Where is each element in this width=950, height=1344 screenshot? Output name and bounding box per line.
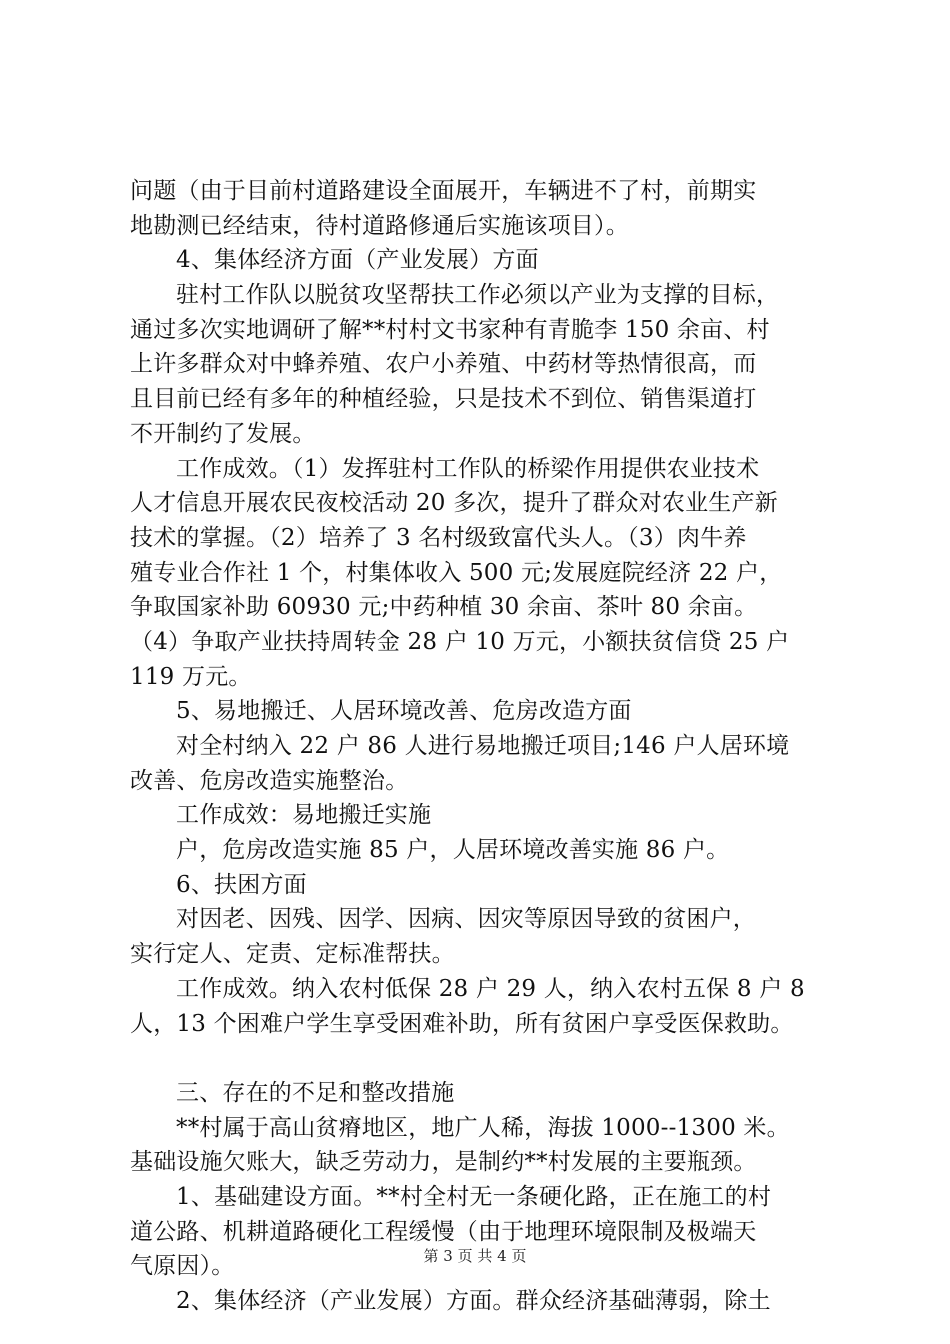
text-line: 实行定人、定责、定标准帮扶。 xyxy=(130,941,455,968)
text-line: 工作成效：易地搬迁实施 xyxy=(176,802,432,829)
text-line: 对因老、因残、因学、因病、因灾等原因导致的贫困户， xyxy=(176,906,756,933)
text-line: 殖专业合作社 1 个，村集体收入 500 元;发展庭院经济 22 户， xyxy=(130,559,783,586)
text-line: 气原因）。 xyxy=(130,1253,235,1280)
blank-line xyxy=(130,1041,850,1076)
text-line: 2、集体经济（产业发展）方面。群众经济基础薄弱，除土 xyxy=(176,1288,771,1314)
page-footer: 第 3 页 共 4 页 xyxy=(423,1247,527,1265)
text-line: 问题（由于目前村道路建设全面展开，车辆进不了村，前期实 xyxy=(130,178,757,204)
text-line: 上许多群众对中蜂养殖、农户小养殖、中药材等热情很高，而 xyxy=(130,351,757,378)
text-line: （4）争取产业扶持周转金 28 户 10 万元，小额扶贫信贷 25 户 xyxy=(130,628,790,655)
text-line: 争取国家补助 60930 元;中药种植 30 余亩、茶叶 80 余亩。 xyxy=(130,594,758,621)
text-line: 基础设施欠账大，缺乏劳动力，是制约**村发展的主要瓶颈。 xyxy=(130,1149,757,1176)
text-line: 119 万元。 xyxy=(130,663,252,690)
text-line: 工作成效。（1）发挥驻村工作队的桥梁作用提供农业技术 xyxy=(176,455,760,482)
text-line: 道公路、机耕道路硬化工程缓慢（由于地理环境限制及极端天 xyxy=(130,1218,757,1245)
text-line: 改善、危房改造实施整治。 xyxy=(130,767,409,794)
text-line: 三、存在的不足和整改措施 xyxy=(176,1079,455,1106)
text-line: 1、基础建设方面。**村全村无一条硬化路，正在施工的村 xyxy=(176,1183,772,1210)
text-line: 人才信息开展农民夜校活动 20 多次，提升了群众对农业生产新 xyxy=(130,490,778,517)
text-line: 通过多次实地调研了解**村村文书家种有青脆李 150 余亩、村 xyxy=(130,316,770,343)
body-text xyxy=(130,174,850,1319)
text-line: 工作成效。纳入农村低保 28 户 29 人，纳入农村五保 8 户 8 xyxy=(176,975,805,1002)
text-line: 5、易地搬迁、人居环境改善、危房改造方面 xyxy=(176,698,632,725)
text-line: 驻村工作队以脱贫攻坚帮扶工作必须以产业为支撑的目标， xyxy=(176,282,780,309)
text-line: 且目前已经有多年的种植经验，只是技术不到位、销售渠道打 xyxy=(130,386,757,413)
text-line: **村属于高山贫瘠地区，地广人稀，海拔 1000--1300 米。 xyxy=(176,1114,790,1141)
text-line: 人，13 个困难户学生享受困难补助，所有贫困户享受医保救助。 xyxy=(130,1010,794,1037)
text-line: 不开制约了发展。 xyxy=(130,420,316,447)
text-line: 户，危房改造实施 85 户，人居环境改善实施 86 户。 xyxy=(176,837,730,864)
text-line: 地勘测已经结束，待村道路修通后实施该项目）。 xyxy=(130,212,629,239)
text-line: 技术的掌握。（2）培养了 3 名村级致富代头人。（3）肉牛养 xyxy=(130,524,747,551)
text-line: 4、集体经济方面（产业发展）方面 xyxy=(176,247,539,274)
text-line: 6、扶困方面 xyxy=(176,871,307,898)
text-line: 对全村纳入 22 户 86 人进行易地搬迁项目;146 户人居环境 xyxy=(176,733,790,759)
